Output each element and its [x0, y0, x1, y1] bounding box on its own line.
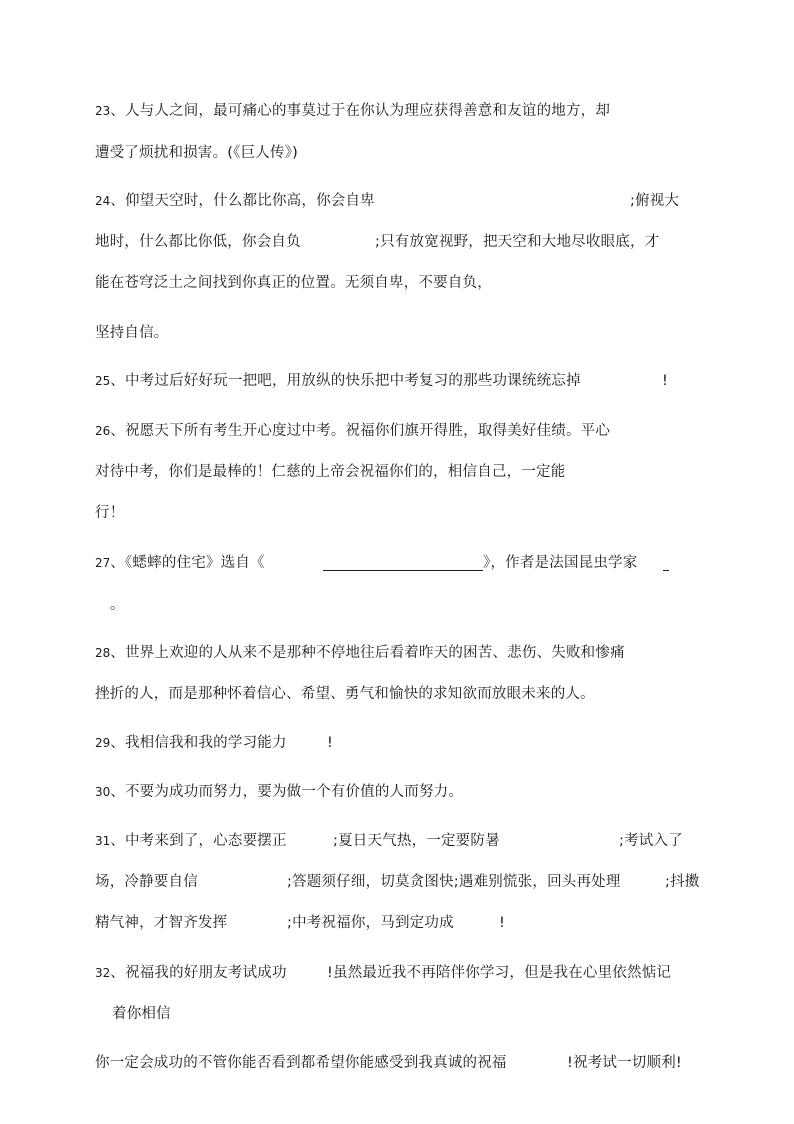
- item-number: 29: [95, 736, 111, 750]
- item-31-line-1-mid: ;夏日天气热，一定要防暑: [333, 833, 500, 849]
- item-29-line-1-tail: !: [327, 735, 334, 751]
- item-27-line-1-tail: 》，作者是法国昆虫学家: [483, 555, 638, 571]
- item-number: 23: [95, 104, 111, 118]
- item-23-line-2: 遭受了烦扰和损害。(《巨人传》): [95, 145, 299, 161]
- item-26-line-3: 行！: [95, 505, 125, 521]
- item-31-line-3-tail: !: [499, 915, 506, 931]
- item-number: 25: [95, 374, 111, 388]
- item-text: 、中考来到了，心态要摆正: [110, 833, 287, 849]
- item-text: 、祝福我的好朋友考试成功: [110, 965, 287, 981]
- item-32-line-1-tail: !虽然最近我不再陪伴你学习，但是我在心里依然惦记: [327, 965, 672, 981]
- item-number: 32: [95, 966, 111, 980]
- item-24-line-2-tail: ;只有放宽视野，把天空和大地尽收眼底，才: [375, 234, 660, 250]
- fill-blank-underline-short: [663, 570, 669, 571]
- item-number: 28: [95, 646, 111, 660]
- item-text: 、《蟋蟀的住宅》选自《: [110, 555, 265, 571]
- item-number: 26: [95, 424, 111, 438]
- item-text: 、我相信我和我的学习能力: [110, 735, 287, 751]
- item-24-line-3: 能在苍穹泛土之间找到你真正的位置。无须自卑，不要自负，: [95, 275, 492, 291]
- item-32-line-1: [95, 963, 287, 983]
- fill-blank-underline: [323, 570, 483, 571]
- item-32-line-3-tail: !祝考试一切顺利!: [567, 1055, 682, 1071]
- item-28-line-2: 挫折的人，而是那种怀着信心、希望、勇气和愉快的求知欲而放眼未来的人。: [95, 686, 595, 702]
- item-26-line-1: [95, 421, 610, 441]
- item-26-line-2: 对待中考，你们是最棒的！仁慈的上帝会祝福你们的，相信自己，一定能: [95, 464, 566, 480]
- item-31-line-1: [95, 831, 287, 851]
- item-24-line-1: [95, 191, 375, 211]
- item-24-line-2: 地时，什么都比你低，你会自负: [95, 234, 301, 250]
- item-number: 31: [95, 834, 111, 848]
- item-24-line-1-tail: ;俯视大: [630, 193, 680, 209]
- item-31-line-2-mid: ;答题须仔细，切莫贪图快;遇难别慌张，回头再处理: [287, 874, 621, 890]
- item-24-line-4: 坚持自信。: [95, 325, 169, 341]
- item-23-line-1: [95, 101, 610, 121]
- item-31-line-1-tail: ;考试入了: [619, 833, 683, 849]
- item-27-line-2: 。: [110, 597, 125, 613]
- item-number: 30: [95, 785, 111, 799]
- item-text: 、祝愿天下所有考生开心度过中考。祝福你们旗开得胜，取得美好佳绩。平心: [110, 423, 611, 439]
- item-text: 、世界上欢迎的人从来不是那种不停地往后看着昨天的困苦、悲伤、失败和惨痛: [110, 645, 625, 661]
- item-text: 、中考过后好好玩一把吧，用放纵的快乐把中考复习的那些功课统统忘掉: [110, 373, 581, 389]
- item-31-line-2: 场，冷静要自信: [95, 874, 198, 890]
- item-text: 、仰望天空时，什么都比你高，你会自卑: [110, 193, 375, 209]
- item-32-line-3: 你一定会成功的不管你能否看到都希望你能感受到我真诚的祝福: [95, 1055, 507, 1071]
- item-25-line-1-tail: !: [662, 373, 669, 389]
- item-28-line-1: [95, 643, 625, 663]
- item-25-line-1: [95, 371, 581, 391]
- item-32-line-2: 着你相信: [112, 1006, 171, 1022]
- item-31-line-3-mid: ;中考祝福你，马到定功成: [287, 915, 454, 931]
- item-27-line-1: [95, 553, 265, 573]
- item-31-line-3: 精气神，才智齐发挥: [95, 915, 228, 931]
- item-text: 、人与人之间，最可痛心的事莫过于在你认为理应获得善意和友谊的地方，却: [110, 103, 611, 119]
- item-number: 24: [95, 194, 111, 208]
- item-text: 、不要为成功而努力，要为做一个有价值的人而努力。: [110, 784, 464, 800]
- item-31-line-2-tail: ;抖擞: [665, 874, 700, 890]
- item-number: 27: [95, 556, 111, 570]
- item-30-line-1: [95, 782, 463, 802]
- item-29-line-1: [95, 733, 287, 753]
